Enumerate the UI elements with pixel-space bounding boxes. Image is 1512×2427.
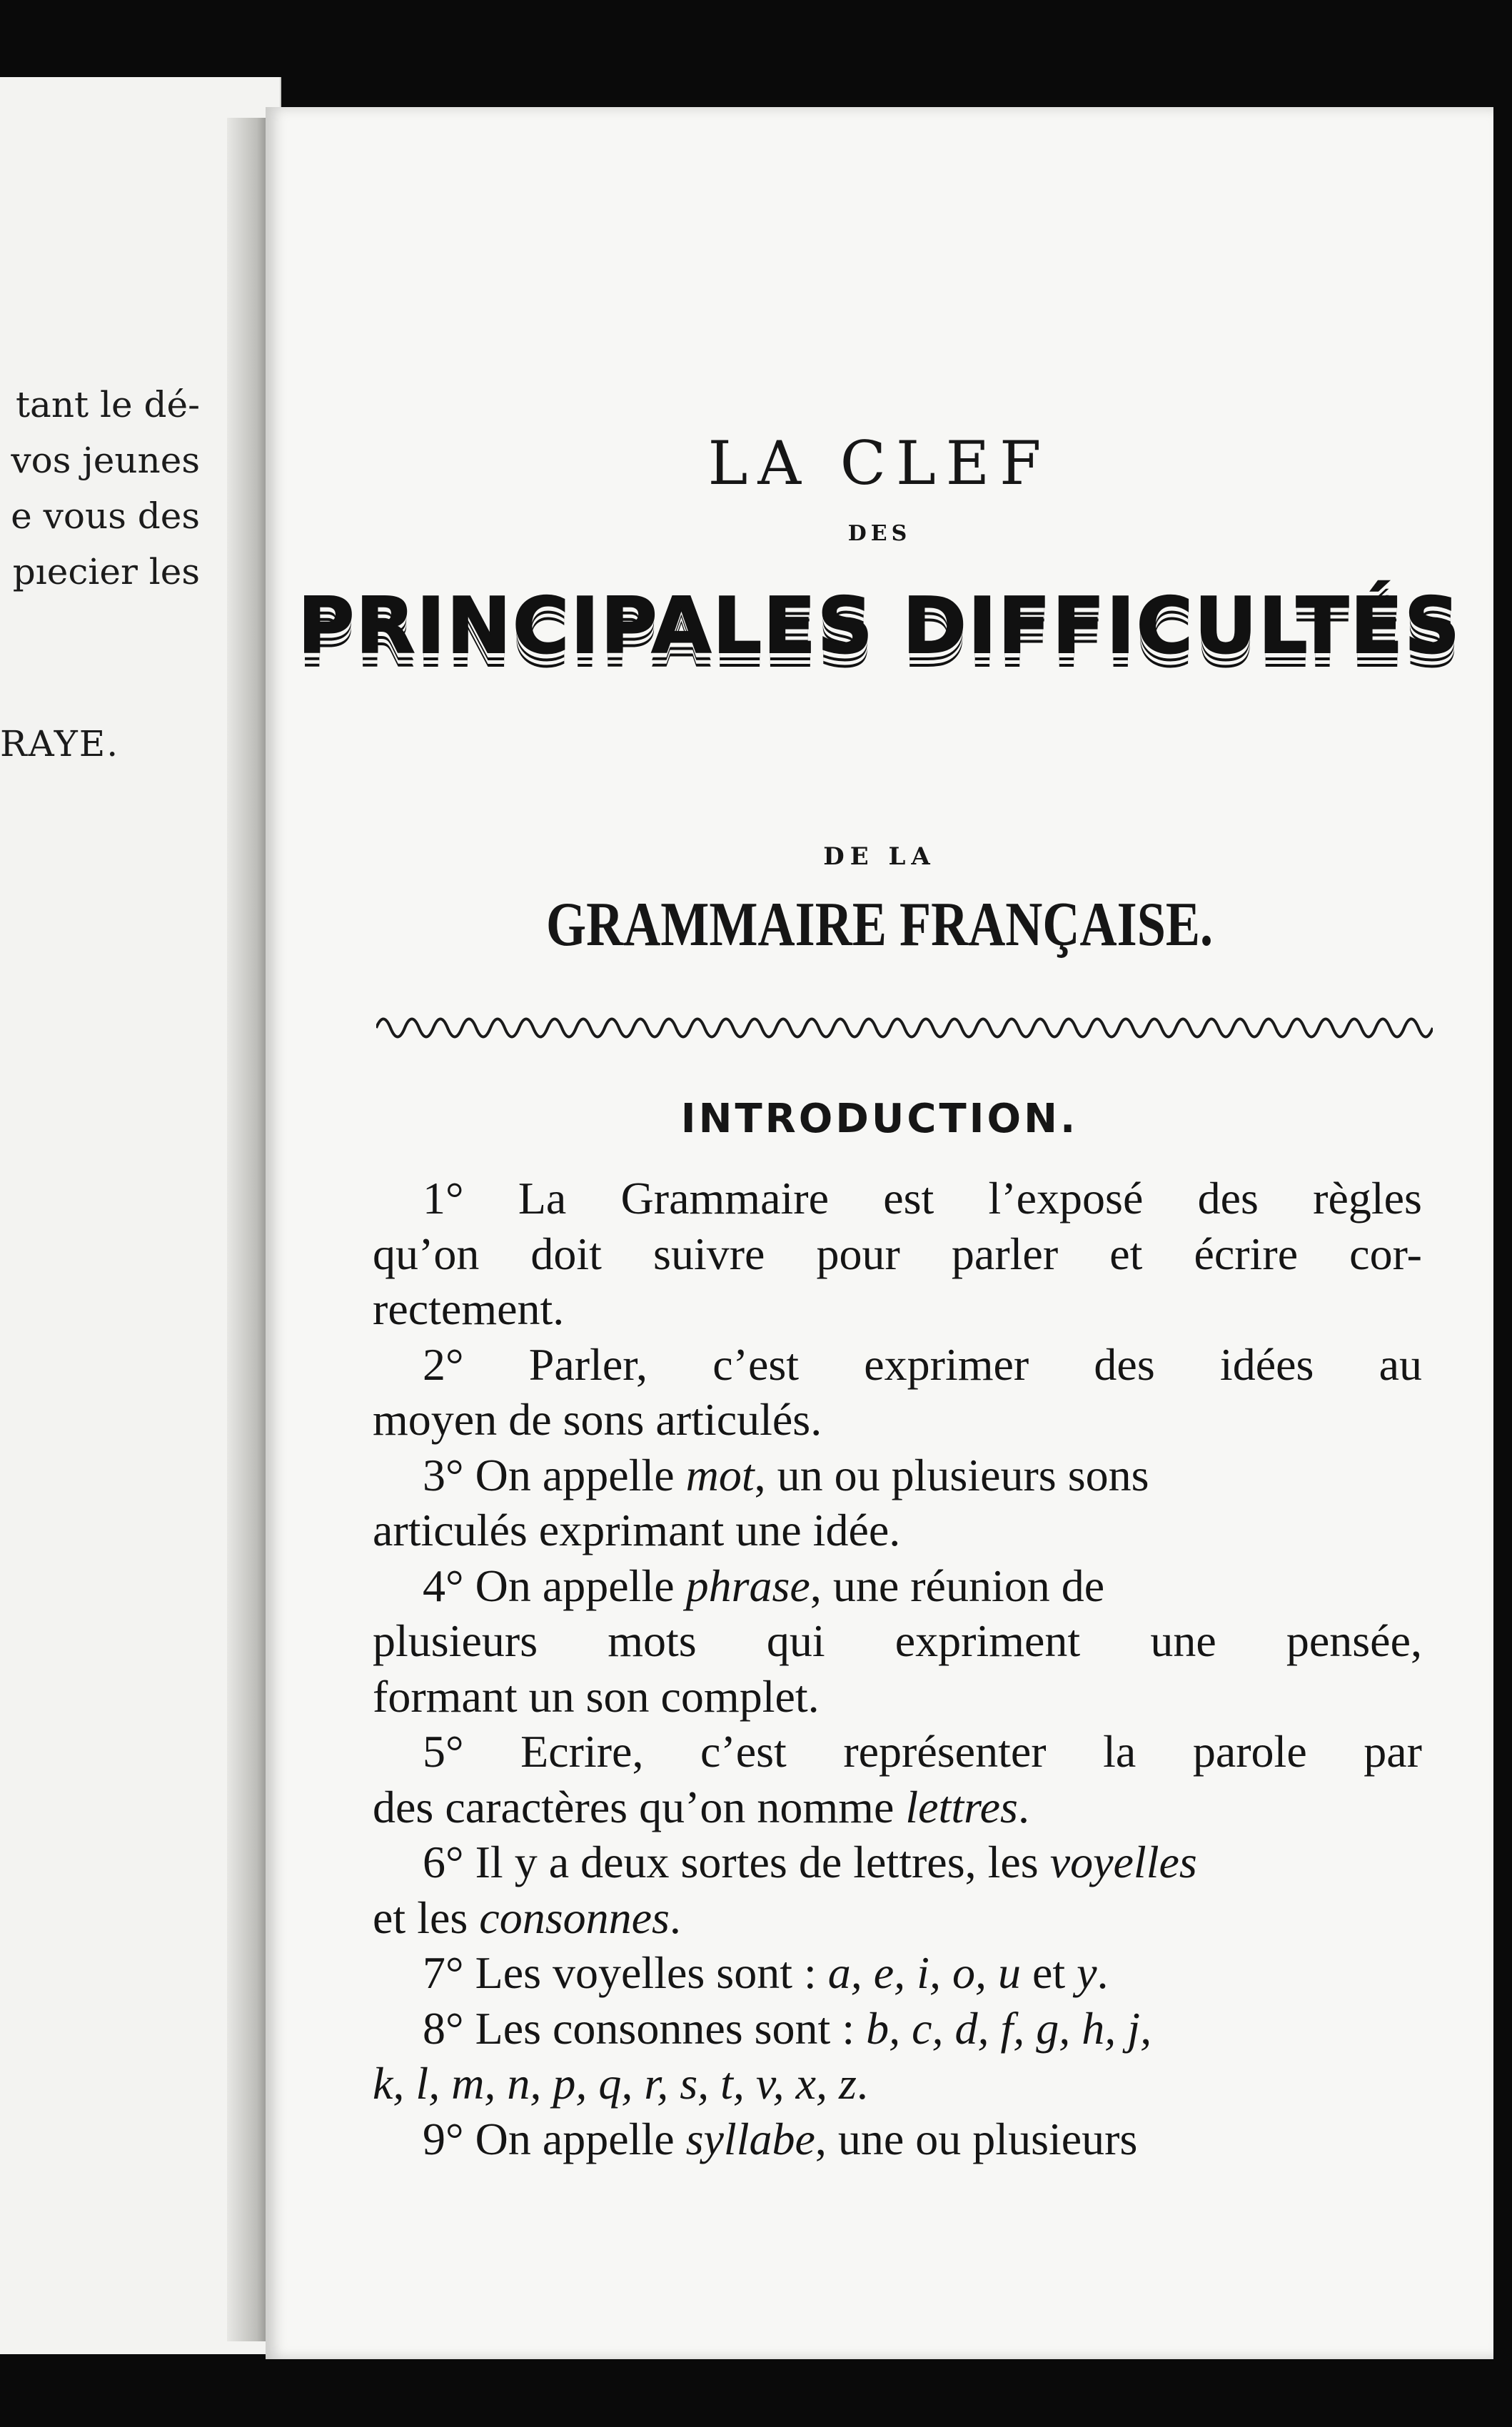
text-run: . xyxy=(669,1892,681,1943)
term-italic: lettres xyxy=(905,1781,1018,1832)
body-text xyxy=(373,1171,1422,2166)
title-line-3: PRINCIPALES DIFFICULTÉS xyxy=(298,582,1461,671)
paragraph-line xyxy=(373,2111,1422,2167)
term-italic: consonnes xyxy=(479,1892,670,1943)
paragraph-line: 2° Parler, c’est exprimer des idées au xyxy=(423,1338,1422,1390)
paragraph-line: moyen de sons articulés. xyxy=(373,1394,822,1445)
term-italic: mot xyxy=(685,1449,755,1500)
term-italic: phrase xyxy=(685,1560,810,1611)
wavy-divider xyxy=(376,1006,1433,1049)
title-line-4: DE LA xyxy=(823,842,936,871)
left-line: tant le dé- xyxy=(15,384,200,425)
paragraph-line xyxy=(373,1780,1422,1835)
text-run: , une ou plusieurs xyxy=(815,2113,1138,2164)
paragraph-line xyxy=(373,2001,1422,2057)
title-line-2: DES xyxy=(847,521,912,546)
left-signature: RAYE. xyxy=(0,723,120,765)
text-run: . xyxy=(856,2058,868,2109)
text-run: . xyxy=(1097,1947,1109,1998)
text-run: 3° On appelle xyxy=(423,1449,686,1500)
paragraph-line: formant un son complet. xyxy=(373,1670,820,1722)
text-run: 4° On appelle xyxy=(423,1560,686,1611)
text-run: . xyxy=(1017,1781,1029,1832)
text-run: , un ou plusieurs sons xyxy=(754,1449,1149,1500)
paragraph-line: qu’on doit suivre pour parler et écrire cor- xyxy=(373,1228,1422,1279)
left-page-text xyxy=(0,377,200,600)
paragraph-line: rectement. xyxy=(373,1283,565,1334)
left-line: pıecier les xyxy=(12,551,200,592)
paragraph-line: 1° La Grammaire est l’exposé des règles xyxy=(423,1173,1422,1223)
right-page xyxy=(266,107,1493,2359)
text-run: des caractères qu’on nomme xyxy=(373,1781,906,1832)
paragraph-line: plusieurs mots qui expriment une pensée, xyxy=(373,1615,1422,1666)
paragraph-line xyxy=(373,1945,1422,2001)
letters-italic: k, l, m, n, p, q, r, s, t, v, x, z xyxy=(373,2058,857,2109)
letters-italic: b, c, d, f, g, h, j, xyxy=(866,2002,1152,2054)
text-run: 8° Les consonnes sont : xyxy=(423,2002,867,2054)
paragraph-line xyxy=(373,1890,1422,1946)
text-run: 9° On appelle xyxy=(423,2113,686,2164)
text-run: 6° Il y a deux sortes de lettres, les xyxy=(423,1837,1050,1887)
term-italic: voyelles xyxy=(1049,1837,1197,1887)
letters-italic: y xyxy=(1077,1947,1097,1998)
left-line: e vous des xyxy=(11,495,200,537)
section-heading: INTRODUCTION. xyxy=(680,1096,1079,1142)
paragraph-line xyxy=(373,1558,1422,1614)
paragraph-line xyxy=(373,2056,1422,2111)
term-italic: syllabe xyxy=(685,2113,815,2164)
title-line-1: LA CLEF xyxy=(707,428,1052,498)
paragraph-line: 5° Ecrire, c’est représenter la parole par xyxy=(423,1726,1422,1777)
text-run: et xyxy=(1020,1947,1077,1998)
text-run: et les xyxy=(373,1892,480,1943)
paragraph-line xyxy=(373,1835,1422,1890)
text-run: , une réunion de xyxy=(810,1560,1105,1611)
text-run: 7° Les voyelles sont : xyxy=(423,1947,828,1998)
letters-italic: a, e, i, o, u xyxy=(827,1947,1021,1998)
paragraph-line: articulés exprimant une idée. xyxy=(373,1505,901,1555)
paragraph-line xyxy=(373,1448,1422,1503)
left-line: vos jeunes xyxy=(11,440,200,481)
title-line-5: GRAMMAIRE FRANÇAISE. xyxy=(545,890,1214,959)
